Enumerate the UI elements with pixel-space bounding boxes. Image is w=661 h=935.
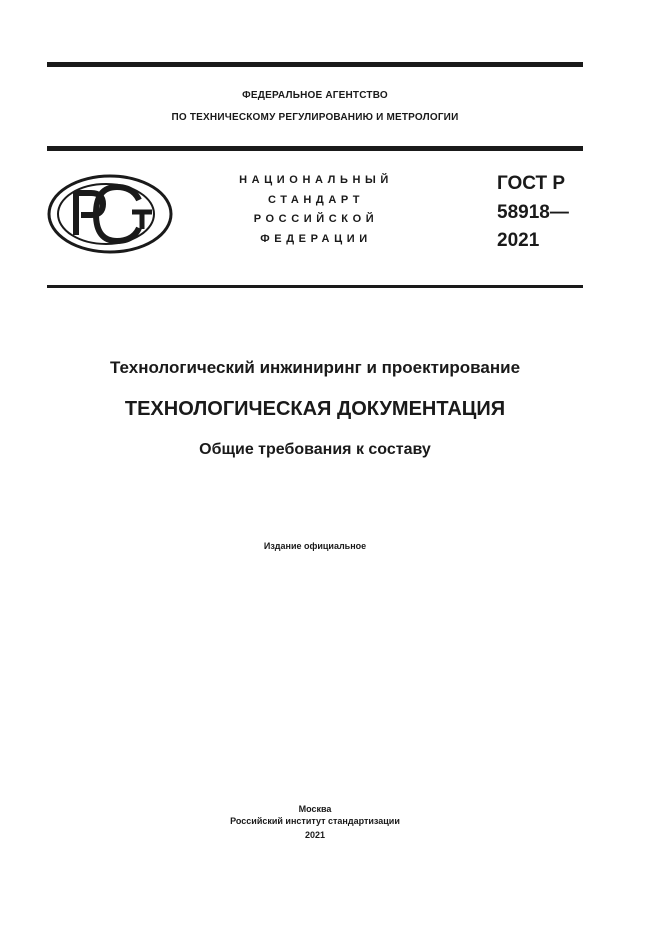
section-rule (47, 285, 583, 288)
standard-label-line-3: РОССИЙСКОЙ (253, 213, 379, 225)
document-subtitle: Общие требования к составу (199, 441, 431, 458)
agency-line-2: ПО ТЕХНИЧЕСКОМУ РЕГУЛИРОВАНИЮ И МЕТРОЛОГИИ (171, 112, 459, 123)
gost-designation-line-3: 2021 (497, 230, 540, 251)
publisher-name: Российский институт стандартизации (230, 816, 400, 826)
standard-label-line-2: СТАНДАРТ (267, 194, 365, 206)
document-title-main: ТЕХНОЛОГИЧЕСКАЯ ДОКУМЕНТАЦИЯ (124, 398, 506, 420)
top-rule (47, 62, 583, 67)
publication-year: 2021 (304, 830, 326, 840)
edition-note: Издание официальное (263, 541, 367, 551)
standard-label-line-1: НАЦИОНАЛЬНЫЙ (239, 174, 393, 186)
gost-designation-line-2: 58918— (497, 202, 569, 223)
document-title-line-1: Технологический инжиниринг и проектирование (109, 358, 521, 377)
publication-city: Москва (298, 804, 332, 814)
rst-conformity-mark-icon (46, 173, 174, 255)
standard-label-line-4: ФЕДЕРАЦИИ (260, 233, 372, 245)
agency-line-1: ФЕДЕРАЛЬНОЕ АГЕНТСТВО (242, 90, 388, 101)
header-rule (47, 146, 583, 151)
gost-designation-line-1: ГОСТ Р (497, 173, 566, 194)
